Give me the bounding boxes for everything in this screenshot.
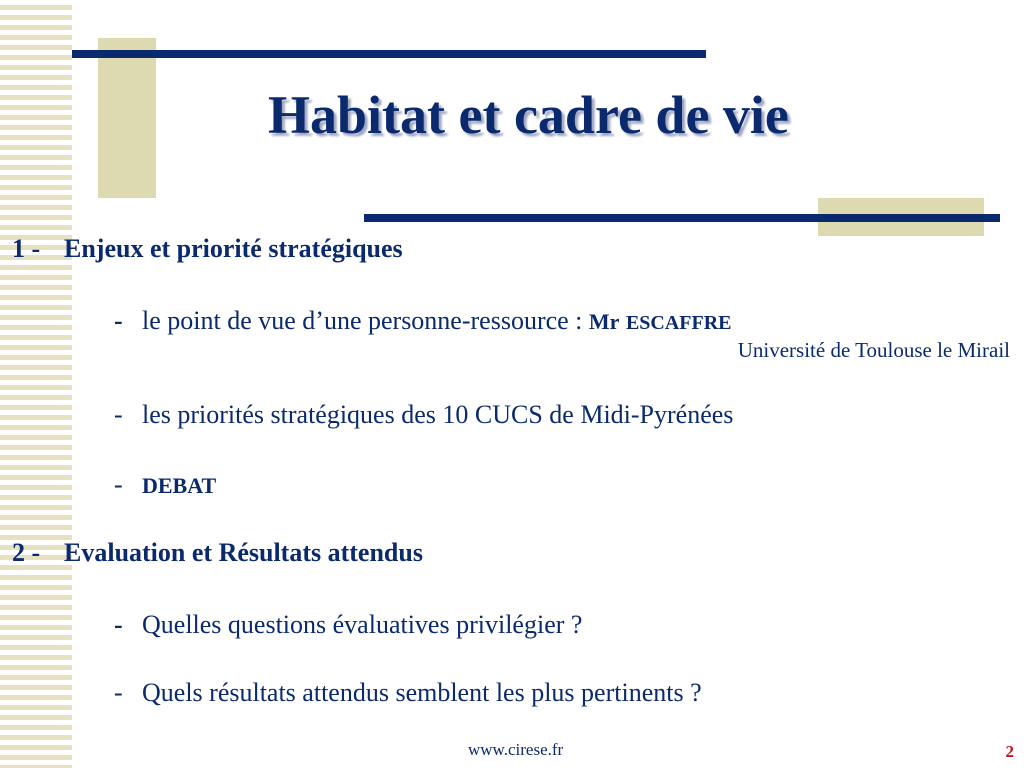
bullet-text: Quels résultats attendus semblent les plus pertinents ? xyxy=(142,678,702,707)
section-2-bullet-2 xyxy=(114,678,702,708)
left-stripe-decoration xyxy=(0,0,72,768)
bullet-text: Quelles questions évaluatives privilégier ? xyxy=(142,610,583,639)
section-2-number: 2 - xyxy=(12,538,41,567)
section-1-heading xyxy=(12,234,403,264)
bullet-dash: - xyxy=(114,470,123,499)
bullet-text: les priorités stratégiques des 10 CUCS de Midi-Pyrénées xyxy=(142,400,734,429)
section-1-title: Enjeux et priorité stratégiques xyxy=(64,234,403,263)
speaker-name: ESCAFFRE xyxy=(625,312,732,334)
speaker-affiliation: Université de Toulouse le Mirail xyxy=(737,338,1010,362)
bullet-text-debat: DEBAT xyxy=(142,473,217,498)
section-2-bullet-1 xyxy=(114,610,582,640)
bottom-rule-line xyxy=(364,214,1000,222)
section-1-bullet-2 xyxy=(114,400,733,430)
page-number: 2 xyxy=(1005,742,1014,761)
section-1-bullet-3 xyxy=(114,470,216,500)
speaker-prefix: Mr xyxy=(588,309,620,334)
bullet-dash: - xyxy=(114,610,123,639)
footer-url: www.cirese.fr xyxy=(468,740,564,759)
tan-accent-block-top xyxy=(98,38,156,198)
section-2-heading xyxy=(12,538,423,568)
bullet-text: le point de vue d’une personne-ressource : xyxy=(142,306,583,335)
slide-title: Habitat et cadre de vie xyxy=(268,85,789,145)
bullet-dash: - xyxy=(114,678,123,707)
bullet-dash: - xyxy=(114,400,123,429)
bullet-dash: - xyxy=(114,306,123,335)
top-rule-line xyxy=(72,50,706,58)
section-1-number: 1 - xyxy=(12,234,41,263)
section-1-bullet-1 xyxy=(114,306,732,336)
section-2-title: Evaluation et Résultats attendus xyxy=(64,538,423,567)
